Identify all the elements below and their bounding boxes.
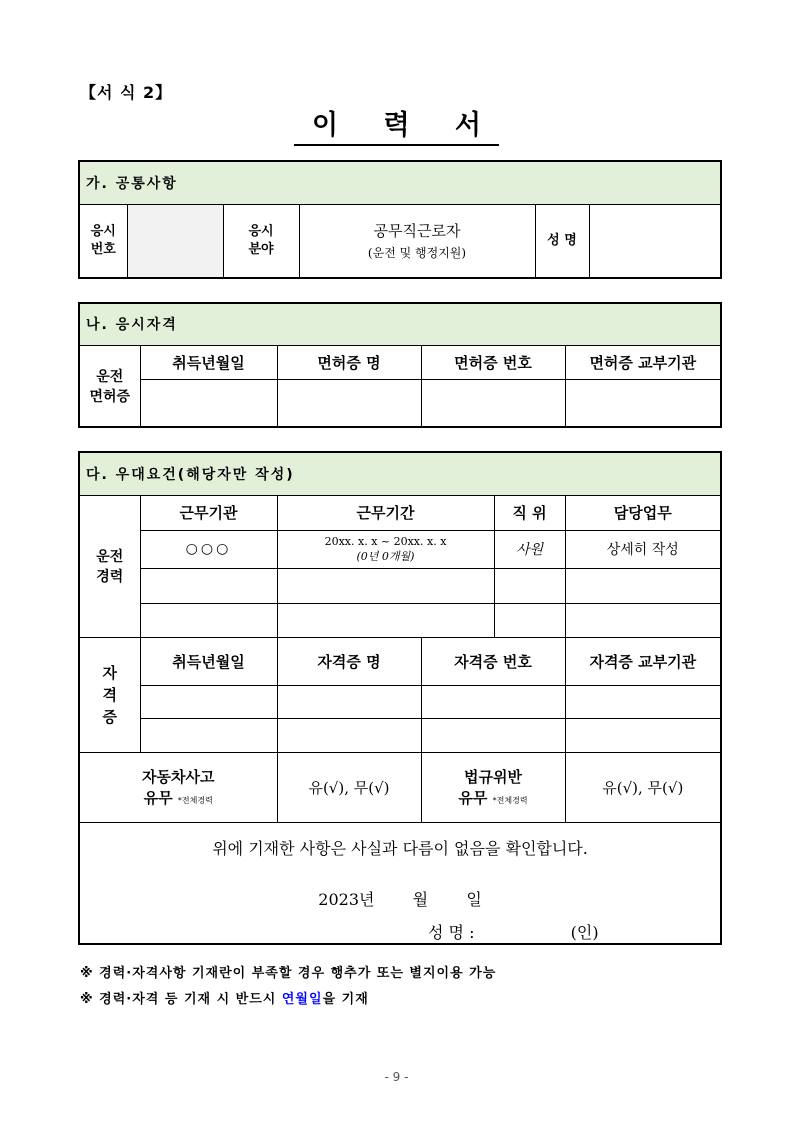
career-duty-field[interactable] bbox=[565, 603, 721, 637]
career-example-period-range: 20xx. x. x ~ 20xx. x. x bbox=[324, 534, 447, 548]
career-position-field[interactable] bbox=[494, 603, 565, 637]
career-period-field[interactable] bbox=[277, 603, 494, 637]
license-row-label bbox=[79, 345, 140, 427]
cert-header-date: 취득년월일 bbox=[140, 637, 277, 685]
license-header-number: 면허증 번호 bbox=[421, 345, 565, 379]
license-row-label-line2: 면허증 bbox=[89, 388, 131, 405]
apply-field-label-line1: 응시 bbox=[248, 223, 274, 239]
section-title-preference: 다. 우대요건(해당자만 작성) bbox=[79, 452, 721, 495]
career-org-field[interactable] bbox=[140, 603, 277, 637]
violation-note: *전체경력 bbox=[492, 796, 528, 805]
violation-label-line2: 유무 bbox=[458, 789, 488, 807]
qualification-table bbox=[78, 302, 722, 428]
form-label: 【서 식 2】 bbox=[80, 83, 173, 102]
confirmation-date bbox=[80, 887, 720, 910]
name-label: 성 명 bbox=[535, 204, 589, 278]
apply-field-label-line2: 분야 bbox=[248, 241, 274, 257]
apply-field-label bbox=[223, 204, 299, 278]
accident-label-line2: 유무 bbox=[143, 789, 173, 807]
document-title-wrap bbox=[0, 108, 793, 146]
cert-header-issuer: 자격증 교부기관 bbox=[565, 637, 721, 685]
page-number: - 9 - bbox=[384, 1070, 409, 1084]
career-position-field[interactable] bbox=[494, 568, 565, 603]
career-period-field[interactable] bbox=[277, 568, 494, 603]
license-number-field[interactable] bbox=[421, 379, 565, 427]
apply-field-value bbox=[299, 204, 535, 278]
note-1: ※ 경력·자격사항 기재란이 부족할 경우 행추가 또는 별지이용 가능 bbox=[80, 966, 497, 981]
apply-number-label-line1: 응시 bbox=[90, 223, 116, 239]
cert-name-field[interactable] bbox=[277, 685, 421, 718]
license-issuer-field[interactable] bbox=[565, 379, 721, 427]
note-2-prefix: ※ 경력·자격 등 기재 시 반드시 bbox=[80, 992, 282, 1007]
section-title-qualification: 나. 응시자격 bbox=[79, 303, 721, 345]
license-header-date: 취득년월일 bbox=[140, 345, 277, 379]
note-2-suffix: 을 기재 bbox=[322, 992, 369, 1007]
career-row-label-line2: 경력 bbox=[96, 569, 124, 585]
violation-value[interactable]: 유(√), 무(√) bbox=[565, 752, 721, 822]
career-header-position: 직 위 bbox=[494, 495, 565, 530]
career-example-duty[interactable]: 상세히 작성 bbox=[565, 530, 721, 568]
confirmation-signature bbox=[80, 920, 720, 943]
apply-field-value-line1: 공무직근로자 bbox=[373, 222, 461, 241]
cert-number-field[interactable] bbox=[421, 718, 565, 752]
cert-header-number: 자격증 번호 bbox=[421, 637, 565, 685]
career-header-period: 근무기간 bbox=[277, 495, 494, 530]
cert-name-field[interactable] bbox=[277, 718, 421, 752]
confirmation-statement: 위에 기재한 사항은 사실과 다름이 없음을 확인합니다. bbox=[212, 838, 588, 858]
note-2-highlight: 연월일 bbox=[281, 992, 323, 1007]
career-example-period[interactable] bbox=[277, 530, 494, 568]
cert-number-field[interactable] bbox=[421, 685, 565, 718]
apply-field-value-line2: (운전 및 행정지원) bbox=[367, 246, 467, 261]
cert-issuer-field[interactable] bbox=[565, 718, 721, 752]
violation-label-line1: 법규위반 bbox=[464, 768, 522, 786]
cert-row-label-char1: 자 bbox=[102, 663, 117, 682]
cert-date-field[interactable] bbox=[140, 685, 277, 718]
career-example-position[interactable]: 사원 bbox=[494, 530, 565, 568]
career-row-label-line1: 운전 bbox=[96, 549, 124, 565]
license-name-field[interactable] bbox=[277, 379, 421, 427]
section-title-common: 가. 공통사항 bbox=[79, 161, 721, 204]
note-2 bbox=[80, 988, 369, 1007]
cert-issuer-field[interactable] bbox=[565, 685, 721, 718]
confirm-year: 2023년 bbox=[318, 889, 375, 909]
confirmation-block bbox=[79, 822, 721, 944]
accident-value[interactable]: 유(√), 무(√) bbox=[277, 752, 421, 822]
cert-row-label bbox=[79, 637, 140, 752]
confirm-day: 일 bbox=[466, 889, 482, 909]
common-info-table bbox=[78, 160, 722, 279]
career-duty-field[interactable] bbox=[565, 568, 721, 603]
apply-number-label-line2: 번호 bbox=[90, 241, 116, 257]
cert-date-field[interactable] bbox=[140, 718, 277, 752]
license-row-label-line1: 운전 bbox=[96, 368, 124, 385]
confirm-month: 월 bbox=[412, 889, 429, 909]
accident-label-line1: 자동차사고 bbox=[142, 768, 215, 786]
cert-row-label-char3: 증 bbox=[102, 707, 117, 726]
career-header-org: 근무기관 bbox=[140, 495, 277, 530]
accident-label bbox=[79, 752, 277, 822]
apply-number-label bbox=[79, 204, 127, 278]
license-header-issuer: 면허증 교부기관 bbox=[565, 345, 721, 379]
license-header-name: 면허증 명 bbox=[277, 345, 421, 379]
cert-row-label-char2: 격 bbox=[102, 685, 117, 704]
document-title: 이 력 서 bbox=[294, 108, 499, 146]
violation-label bbox=[421, 752, 565, 822]
career-row-label bbox=[79, 495, 140, 637]
career-org-field[interactable] bbox=[140, 568, 277, 603]
cert-header-name: 자격증 명 bbox=[277, 637, 421, 685]
license-date-field[interactable] bbox=[140, 379, 277, 427]
seal-mark[interactable]: (인) bbox=[570, 922, 599, 942]
career-header-duty: 담당업무 bbox=[565, 495, 721, 530]
preference-table bbox=[78, 451, 722, 945]
career-example-org[interactable]: ○○○ bbox=[140, 530, 277, 568]
accident-note: *전체경력 bbox=[177, 796, 213, 805]
signature-label: 성 명 : bbox=[428, 922, 475, 942]
career-example-period-duration: (0년 0개월) bbox=[356, 549, 415, 563]
name-field[interactable] bbox=[589, 204, 721, 278]
apply-number-field[interactable] bbox=[127, 204, 223, 278]
